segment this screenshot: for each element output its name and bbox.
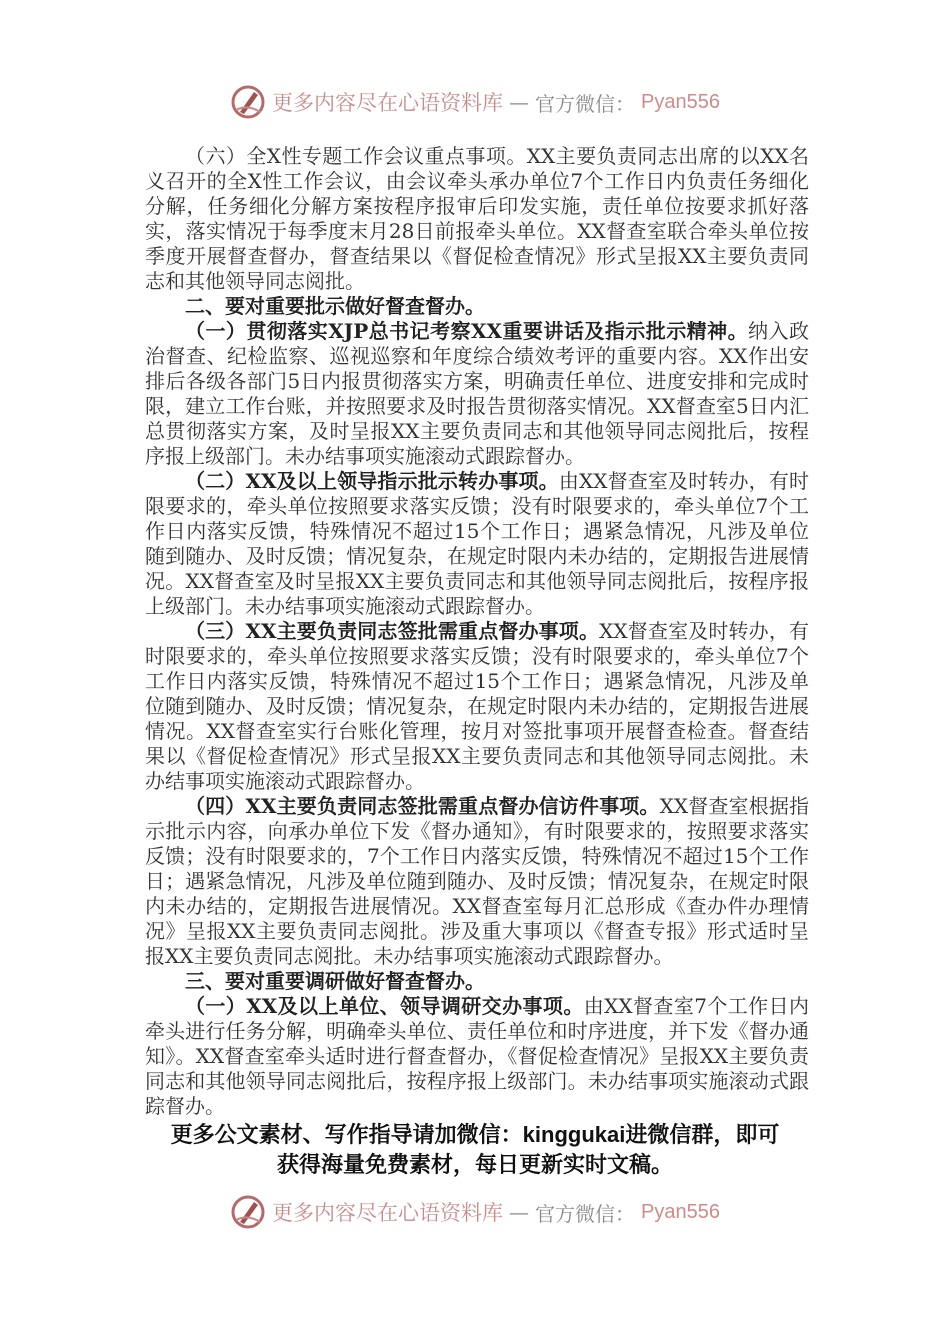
section-heading [145, 969, 809, 994]
watermark-text: 更多内容尽在心语资料库 [272, 91, 504, 115]
section-heading-text: 三、要对重要调研做好督查督办。 [185, 969, 485, 993]
pen-logo-icon [230, 84, 266, 120]
watermark-label: 官方微信： [535, 91, 636, 116]
paragraph-text: 由XX督查室7个工作日内牵头进行任务分解，明确牵头单位、责任单位和时序进度，并下发《督办通知》。XX督查室牵头适时进行督查督办，《督促检查情况》呈报XX主要负责同志和其他领导同志阅批后，按程序报上级部门。未办结事项实施滚动式跟踪督办。 [145, 994, 809, 1118]
paragraph-heading: （一）XX及以上单位、领导调研交办事项。 [185, 994, 584, 1018]
watermark-label: 官方微信： [535, 1201, 636, 1226]
paragraph [145, 794, 809, 969]
promo-footer [0, 1120, 950, 1180]
section-heading-text: 二、要对重要批示做好督查督办。 [185, 294, 485, 318]
watermark-dash: — [509, 1200, 530, 1224]
watermark-footer [0, 1194, 950, 1230]
paragraph [145, 469, 809, 619]
section-heading [145, 294, 809, 319]
pen-logo-icon [230, 1194, 266, 1230]
promo-line-1: 更多公文素材、写作指导请加微信：kinggukai进微信群，即可 [170, 1122, 780, 1147]
paragraph-heading: （三）XX主要负责同志签批需重点督办事项。 [185, 619, 600, 643]
paragraph [145, 319, 809, 469]
paragraph-heading: （四）XX主要负责同志签批需重点督办信访件事项。 [185, 794, 660, 818]
paragraph-text: XX督查室及时转办，有时限要求的，牵头单位按照要求落实反馈；没有时限要求的，牵头单位7个工作日内落实反馈，特殊情况不超过15个工作日；遇紧急情况，凡涉及单位随到随办、及时反馈；情况复杂，在规定时限内未办结的，定期报告进展情况。XX督查室实行台账化管理，按月对签批事项开展督查检查。督查结果以《督促检查情况》形式呈报XX主要负责同志和其他领导同志阅批。未办结事项实施滚动式跟踪督办。 [145, 619, 809, 793]
paragraph [145, 619, 809, 794]
paragraph-heading: （一）贯彻落实XJP总书记考察XX重要讲话及指示批示精神。 [185, 319, 749, 343]
document-body [145, 144, 809, 1119]
watermark-id: Pyan556 [641, 90, 720, 113]
watermark-dash: — [509, 90, 530, 114]
paragraph-text: 纳入政治督查、纪检监察、巡视巡察和年度综合绩效考评的重要内容。XX作出安排后各级各部门5日内报贯彻落实方案，明确责任单位、进度安排和完成时限，建立工作台账，并按照要求及时报告贯彻落实情况。XX督查室5日内汇总贯彻落实方案，及时呈报XX主要负责同志和其他领导同志阅批后，按程序报上级部门。未办结事项实施滚动式跟踪督办。 [145, 319, 810, 468]
promo-line-2: 获得海量免费素材，每日更新实时文稿。 [276, 1152, 673, 1177]
paragraph [145, 994, 809, 1119]
paragraph [145, 144, 809, 294]
paragraph-heading: （二）XX及以上领导指示批示转办事项。 [185, 469, 559, 493]
paragraph-text: XX督查室根据指示批示内容，向承办单位下发《督办通知》，有时限要求的，按照要求落实反馈；没有时限要求的，7个工作日内落实反馈，特殊情况不超过15个工作日；遇紧急情况，凡涉及单位随到随办、及时反馈；情况复杂，在规定时限内未办结的，定期报告进展情况。XX督查室每月汇总形成《查办件办理情况》呈报XX主要负责同志阅批。涉及重大事项以《督查专报》形式适时呈报XX主要负责同志阅批。未办结事项实施滚动式跟踪督办。 [145, 794, 809, 968]
paragraph-text: 由XX督查室及时转办，有时限要求的，牵头单位按照要求落实反馈；没有时限要求的，牵头单位7个工作日内落实反馈，特殊情况不超过15个工作日；遇紧急情况，凡涉及单位随到随办、及时反馈；情况复杂，在规定时限内未办结的，定期报告进展情况。XX督查室及时呈报XX主要负责同志和其他领导同志阅批后，按程序报上级部门。未办结事项实施滚动式跟踪督办。 [145, 469, 809, 618]
watermark-text: 更多内容尽在心语资料库 [272, 1201, 504, 1225]
watermark-id: Pyan556 [641, 1200, 720, 1223]
watermark-header [0, 84, 950, 120]
paragraph-text: （六）全X性专题工作会议重点事项。XX主要负责同志出席的以XX名义召开的全X性工作会议，由会议牵头承办单位7个工作日内负责任务细化分解，任务细化分解方案按程序报审后印发实施，责任单位按要求抓好落实，落实情况于每季度末月28日前报牵头单位。XX督查室联合牵头单位按季度开展督查督办，督查结果以《督促检查情况》形式呈报XX主要负责同志和其他领导同志阅批。 [145, 144, 809, 293]
